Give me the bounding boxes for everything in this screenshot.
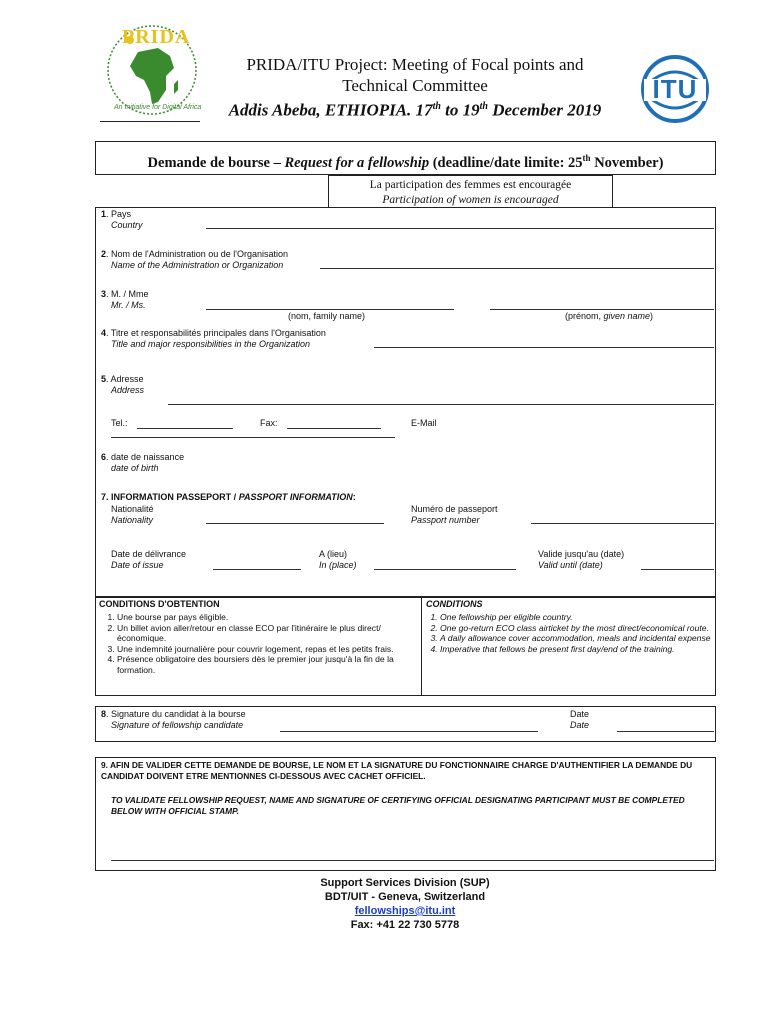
banner-en: Request for a fellowship: [284, 154, 430, 171]
email-input-line[interactable]: [111, 437, 395, 438]
place-en: In (place): [319, 560, 357, 570]
f5-num: 5: [101, 374, 107, 384]
title-month: December 2019: [487, 100, 602, 120]
condition-fr-item: 1. Une bourse par pays éligible.: [117, 612, 417, 623]
f1-en: Country: [111, 220, 143, 230]
tel-label: Tel.:: [111, 418, 128, 428]
sig-en: Signature of fellowship candidate: [111, 720, 244, 730]
women-en: Participation of women is encouraged: [382, 194, 559, 206]
tel-input-line[interactable]: [137, 428, 233, 429]
field-title-label: [101, 328, 326, 350]
address-input-line[interactable]: [168, 404, 714, 405]
title-line-1: PRIDA/ITU Project: Meeting of Focal points and: [246, 55, 584, 74]
given-name-hint: [565, 311, 653, 322]
title-input-line[interactable]: [374, 347, 714, 348]
conditions-fr-title: CONDITIONS D'OBTENTION: [99, 599, 220, 609]
women-notice: [328, 175, 613, 208]
conditions-divider: [421, 597, 422, 696]
f4-num: 4: [101, 328, 107, 338]
f5-fr: . Adresse: [106, 374, 144, 384]
email-label: E-Mail: [411, 418, 437, 428]
field-country-label: [101, 209, 143, 231]
sig-date-fr: Date: [570, 709, 590, 719]
women-fr: La participation des femmes est encouragée: [369, 179, 572, 191]
f3-en: Mr. / Ms.: [111, 300, 146, 310]
sup-th-2: th: [479, 101, 488, 112]
place-fr: A (lieu): [319, 549, 348, 559]
title-line-3: [210, 96, 620, 121]
validation-en: TO VALIDATE FELLOWSHIP REQUEST, NAME AND SIGNATURE OF CERTIFYING OFFICIAL DESIGNATING PARTICIPANT MUST BE COMPLETED BELOW WITH OFFICIAL STAMP.: [111, 795, 685, 816]
given-name-input-line[interactable]: [490, 309, 714, 310]
footer: [270, 876, 540, 932]
conditions-en-list: [426, 612, 712, 654]
validation-fr: 9. AFIN DE VALIDER CETTE DEMANDE DE BOURSE, LE NOM ET LA SIGNATURE DU FONCTIONNAIRE CHARGE D'AUTHENTIFIER LA DEMANDE DU CANDIDAT DOIVENT ETRE MENTIONNES CI-DESSOUS AVEC CACHET OFFICIEL.: [101, 760, 693, 781]
condition-en-item: 3. A daily allowance cover accommodation, meals and incidental expense: [440, 633, 712, 644]
f2-fr: . Nom de l'Administration ou de l'Organisation: [106, 249, 289, 259]
issue-fr: Date de délivrance: [111, 549, 187, 559]
given-hint-post: ): [650, 311, 654, 321]
sup-th-1: th: [432, 101, 441, 112]
title-line-2: Technical Committee: [342, 76, 488, 95]
condition-en-item: 1. One fellowship per eligible country.: [440, 612, 712, 623]
sig-date-en: Date: [570, 720, 590, 730]
valid-en: Valid until (date): [538, 560, 603, 570]
nationality-label: [111, 504, 154, 526]
f7-colon: :: [352, 492, 356, 502]
passport-number-input-line[interactable]: [531, 523, 714, 524]
validation-signature-line[interactable]: [111, 860, 714, 861]
condition-fr-item: 3. Une indemnité journalière pour couvrir logement, repas et les petits frais.: [117, 644, 417, 655]
page-title: [210, 54, 620, 121]
f2-en: Name of the Administration or Organization: [111, 260, 284, 270]
field-address-label: [101, 374, 144, 396]
banner-deadline: (deadline/date limite: 25: [429, 154, 583, 171]
conditions-en-title: CONDITIONS: [426, 599, 483, 609]
issue-date-label: [111, 549, 186, 571]
conditions-fr-list: [99, 612, 417, 675]
condition-en-item: 4. Imperative that fellows be present first day/end of the training.: [440, 644, 712, 655]
footer-email-link[interactable]: fellowships@itu.int: [354, 905, 456, 917]
nationality-input-line[interactable]: [206, 523, 384, 524]
title-location: Addis Abeba, ETHIOPIA. 17: [228, 100, 433, 120]
org-input-line[interactable]: [320, 268, 714, 269]
footer-division: Support Services Division (SUP): [320, 877, 490, 889]
valid-fr: Valide jusqu'au (date): [538, 549, 625, 559]
nat-fr: Nationalité: [111, 504, 154, 514]
prida-logo-text: PRIDA: [122, 26, 191, 48]
f7-title-fr: 7. INFORMATION PASSEPORT /: [101, 492, 239, 502]
f6-en: date of birth: [111, 463, 159, 473]
f2-num: 2: [101, 249, 107, 259]
valid-until-label: [538, 549, 624, 571]
signature-date-label: [570, 709, 589, 731]
fax-label: Fax:: [260, 418, 278, 428]
field-dob-label: [101, 452, 184, 474]
prida-logo-tagline: An Initiative for Digital Africa: [114, 104, 202, 111]
f4-fr: . Titre et responsabilités principales dans l'Organisation: [106, 328, 326, 338]
f4-en: Title and major responsibilities in the Organization: [111, 339, 311, 349]
given-hint-pre: (prénom,: [565, 311, 604, 321]
banner-fr: Demande de bourse –: [147, 154, 285, 171]
issue-place-input-line[interactable]: [374, 569, 516, 570]
conditions-en: [426, 599, 712, 654]
fax-input-line[interactable]: [287, 428, 381, 429]
footer-location: BDT/UIT - Geneva, Switzerland: [324, 891, 486, 903]
f6-num: 6: [101, 452, 107, 462]
condition-en-item: 2. One go-return ECO class airticket by the most direct/economical route.: [440, 623, 712, 634]
title-to: to 19: [440, 100, 480, 120]
banner-deadline-end: November): [590, 154, 664, 171]
f1-num: 1: [101, 209, 107, 219]
issue-en: Date of issue: [111, 560, 164, 570]
f1-fr: . Pays: [106, 209, 132, 219]
banner-sup: th: [582, 153, 591, 163]
sig-fr: . Signature du candidat à la bourse: [106, 709, 246, 719]
logo-underline: [100, 121, 200, 122]
fellowship-banner: [95, 141, 716, 175]
f7-title-en: PASSPORT INFORMATION: [238, 492, 353, 502]
condition-fr-item: 2. Un billet avion aller/retour en classe ECO par l'itinéraire le plus direct/économique.: [117, 623, 417, 644]
field-org-label: [101, 249, 288, 271]
condition-fr-item: 4. Présence obligatoire des boursiers dès le premier jour jusqu'à la fin de la formation.: [117, 654, 417, 675]
f6-fr: . date de naissance: [106, 452, 185, 462]
pass-en: Passport number: [411, 515, 480, 525]
given-hint-en: given name: [603, 311, 651, 321]
valid-until-input-line[interactable]: [641, 569, 714, 570]
prida-logo: [100, 18, 205, 122]
field-name-label: [101, 289, 149, 311]
footer-fax: Fax: +41 22 730 5778: [350, 919, 460, 931]
passport-section-title: [101, 492, 356, 503]
family-name-input-line[interactable]: [206, 309, 454, 310]
family-name-hint: (nom, family name): [288, 311, 366, 321]
signature-label: [101, 709, 246, 731]
conditions-fr: [99, 599, 417, 675]
itu-logo-text: ITU: [652, 74, 698, 104]
sig-num: 8: [101, 709, 107, 719]
passport-number-label: [411, 504, 498, 526]
pass-fr: Numéro de passeport: [411, 504, 498, 514]
country-input-line[interactable]: [206, 228, 714, 229]
signature-input-line[interactable]: [280, 731, 538, 732]
issue-date-input-line[interactable]: [213, 569, 301, 570]
signature-date-input-line[interactable]: [617, 731, 714, 732]
issue-place-label: [319, 549, 357, 571]
itu-logo: [638, 52, 712, 126]
nat-en: Nationality: [111, 515, 154, 525]
f3-num: 3: [101, 289, 107, 299]
f3-fr: . M. / Mme: [106, 289, 149, 299]
f5-en: Address: [111, 385, 145, 395]
